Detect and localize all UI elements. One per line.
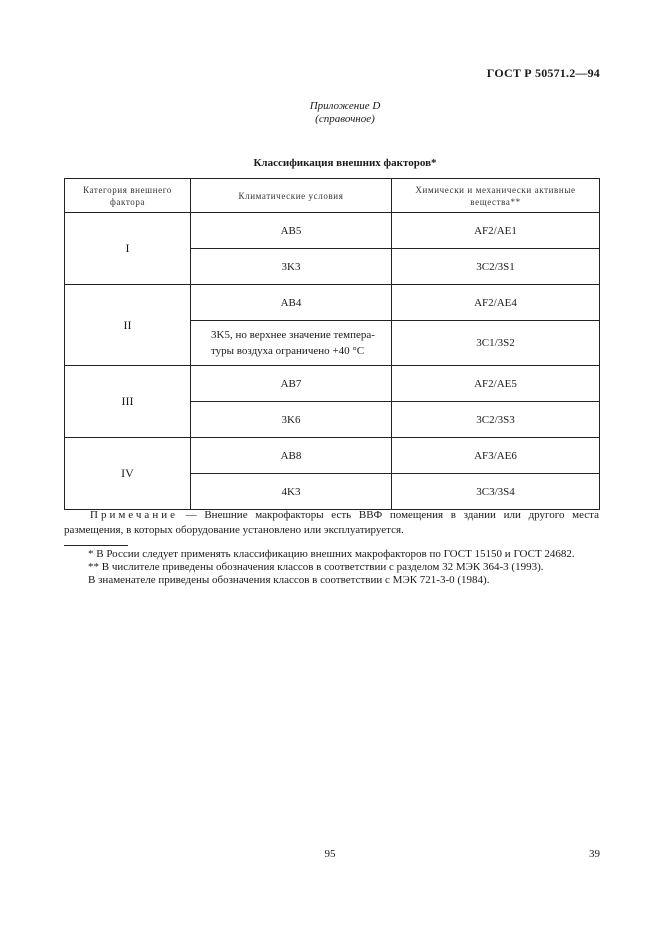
- column-header-climate: Климатические условия: [191, 179, 392, 213]
- table-row: [65, 366, 600, 402]
- category-cell: IV: [65, 438, 191, 510]
- chemical-cell: AF2/AE1: [392, 213, 600, 249]
- appendix-heading: [230, 100, 460, 126]
- table-row: [65, 213, 600, 249]
- note-label: Примечание: [90, 509, 178, 521]
- climate-cell: AB4: [191, 285, 392, 321]
- climate-cell: [191, 321, 392, 366]
- footnote: ** В числителе приведены обозначения классов в соответствии с разделом 32 МЭК 364-3 (1993).: [88, 561, 544, 573]
- chemical-cell: AF2/AE5: [392, 366, 600, 402]
- classification-table: [64, 178, 600, 510]
- document-header: ГОСТ Р 50571.2—94: [486, 66, 600, 80]
- footnote-divider: [64, 545, 128, 546]
- appendix-subtitle: (справочное): [315, 113, 375, 125]
- column-header-chemical: Химически и механически активные вещества**: [392, 179, 600, 213]
- category-cell: II: [65, 285, 191, 366]
- climate-cell-line: 3K5, но верхнее значение темпера-: [211, 329, 375, 341]
- sheet-number: 39: [589, 848, 600, 860]
- chemical-cell: AF3/AE6: [392, 438, 600, 474]
- table-row: [65, 438, 600, 474]
- category-cell: I: [65, 213, 191, 285]
- table-row: [65, 285, 600, 321]
- table-note: [64, 508, 599, 538]
- climate-cell: 3K3: [191, 249, 392, 285]
- note-text: — Внешние макрофакторы есть ВВФ помещения в здании или другого места размещения, в которых оборудование установлено или эксплуатируется.: [64, 509, 599, 536]
- climate-cell: 3K6: [191, 402, 392, 438]
- footnote: * В России следует применять классификацию внешних макрофакторов по ГОСТ 15150 и ГОСТ 24682.: [88, 548, 575, 560]
- chemical-cell: 3C1/3S2: [392, 321, 600, 366]
- climate-cell-line: туры воздуха ограничено +40 °С: [211, 345, 365, 357]
- chemical-cell: 3C2/3S3: [392, 402, 600, 438]
- climate-cell: 4K3: [191, 474, 392, 510]
- chemical-cell: AF2/AE4: [392, 285, 600, 321]
- page-number: 95: [324, 848, 336, 860]
- category-cell: III: [65, 366, 191, 438]
- climate-cell: AB7: [191, 366, 392, 402]
- table-header-row: [65, 179, 600, 213]
- appendix-title: Приложение D: [309, 100, 381, 112]
- chemical-cell: 3C3/3S4: [392, 474, 600, 510]
- footnote: В знаменателе приведены обозначения классов в соответствии с МЭК 721-3-0 (1984).: [88, 574, 490, 586]
- climate-cell: AB8: [191, 438, 392, 474]
- climate-cell: AB5: [191, 213, 392, 249]
- table-title: Классификация внешних факторов*: [253, 157, 437, 169]
- chemical-cell: 3C2/3S1: [392, 249, 600, 285]
- column-header-category: Категория внешнего фактора: [65, 179, 191, 213]
